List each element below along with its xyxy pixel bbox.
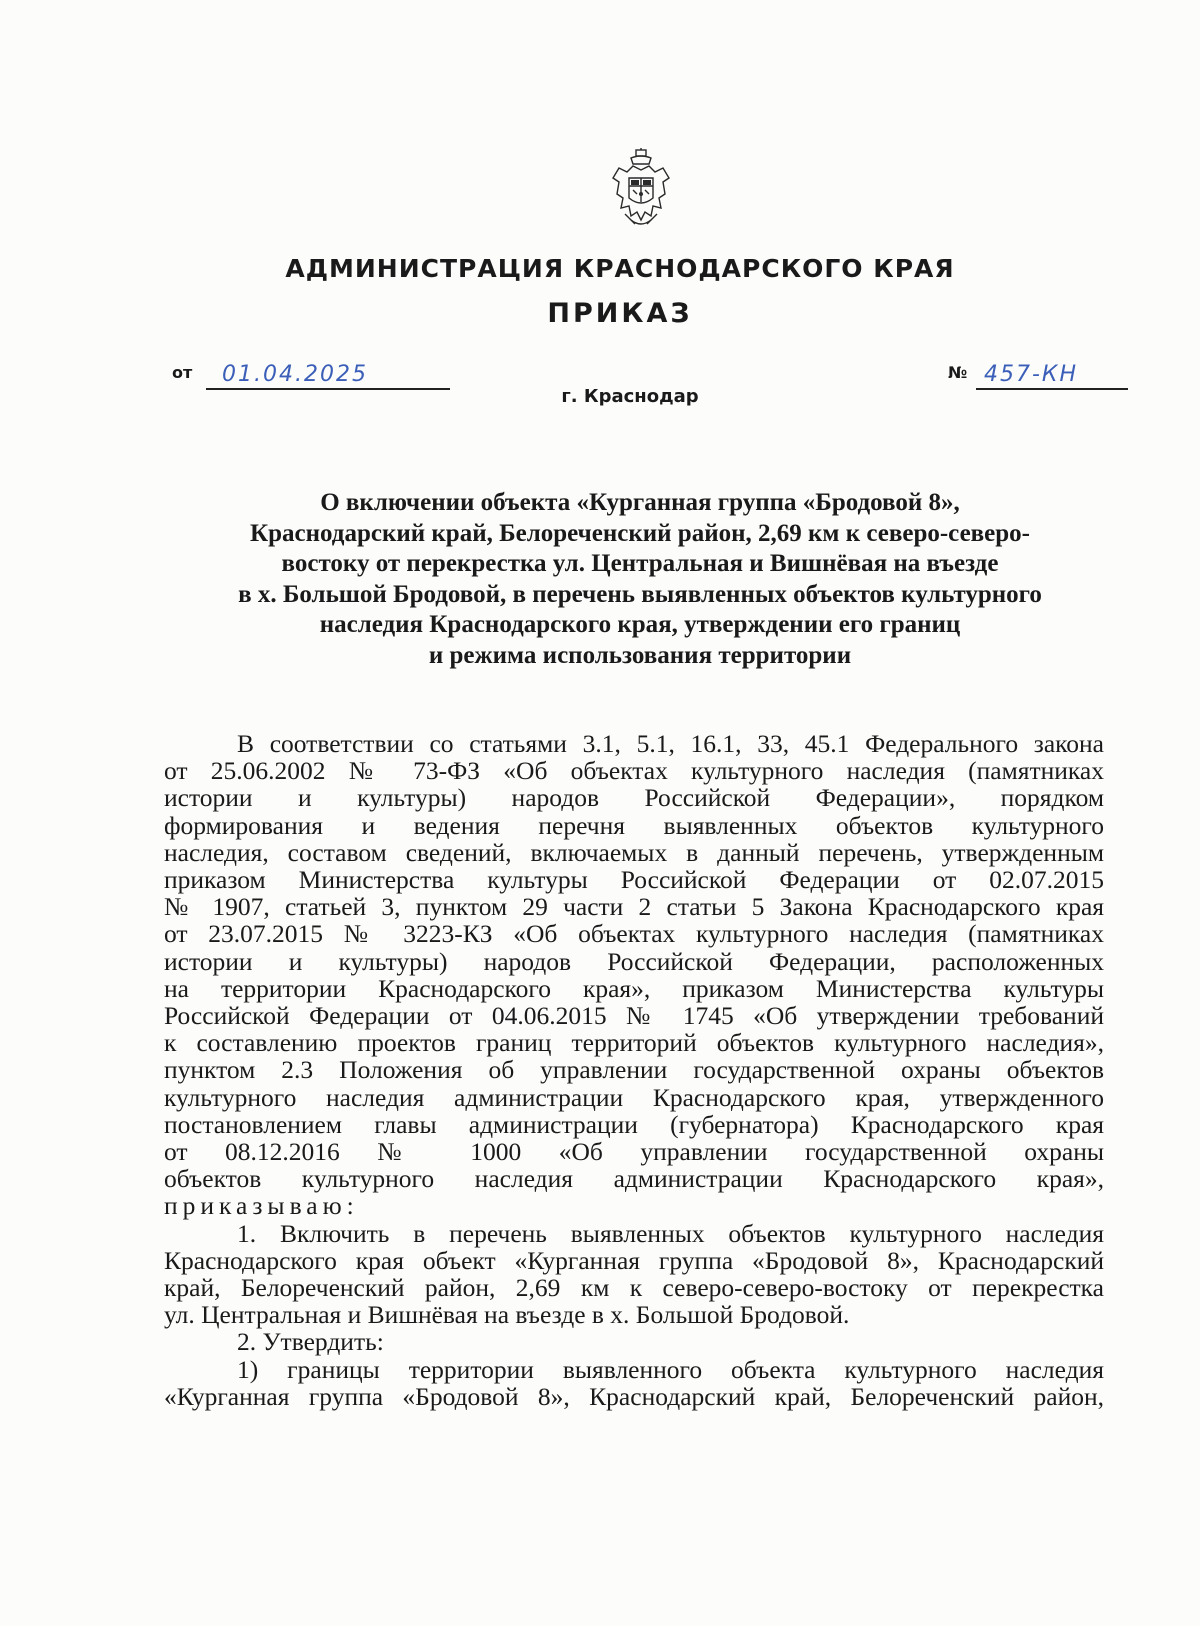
body-line: от 23.07.2015 № 3223-КЗ «Об объектах культурного наследия (памятниках — [164, 919, 1104, 949]
coat-of-arms-icon — [609, 148, 673, 230]
body-line: от 25.06.2002 № 73-ФЗ «Об объектах культурного наследия (памятниках — [164, 756, 1104, 786]
title-line: в х. Большой Бродовой, в перечень выявленных объектов культурного — [238, 580, 1042, 608]
body-line: наследия, составом сведений, включаемых в данный перечень, утвержденным — [164, 837, 1104, 867]
body-line: на территории Краснодарского края», приказом Министерства культуры — [164, 973, 1104, 1003]
body-line: № 1907, статьей 3, пунктом 29 части 2 статьи 5 Закона Краснодарского края — [164, 892, 1104, 922]
order-verb: приказываю: — [164, 1191, 359, 1221]
document-body — [164, 730, 1104, 1410]
body-line: 1. Включить в перечень выявленных объектов культурного наследия — [237, 1218, 1104, 1248]
paragraph-item-2 — [164, 1328, 1104, 1355]
body-line: постановлением главы администрации (губернатора) Краснодарского края — [164, 1109, 1104, 1139]
title-line: и режима использования территории — [428, 641, 852, 669]
document-type: ПРИКАЗ — [547, 298, 693, 329]
number-value: 457-КН — [984, 362, 1079, 387]
body-line: приказом Министерства культуры Российской Федерации от 02.07.2015 — [164, 865, 1104, 895]
body-line: Краснодарского края объект «Курганная группа «Бродовой 8», Краснодарский — [164, 1245, 1104, 1275]
paragraph-item-2-1 — [164, 1356, 1104, 1410]
body-line: 1) границы территории выявленного объекта культурного наследия — [237, 1354, 1104, 1384]
body-line: истории и культуры) народов Российской Федерации», порядком — [164, 783, 1104, 813]
body-line: культурного наследия администрации Краснодарского края, утвержденного — [164, 1082, 1104, 1112]
body-line: ул. Центральная и Вишнёвая на въезде в х. Большой Бродовой. — [164, 1300, 850, 1330]
title-line: О включении объекта «Курганная группа «Бродовой 8», — [320, 489, 960, 516]
body-line: «Курганная группа «Бродовой 8», Краснодарский край, Белореченский район, — [164, 1381, 1104, 1411]
paragraph-item-1 — [164, 1220, 1104, 1329]
city-name: г. Краснодар — [561, 386, 699, 407]
agency-name: АДМИНИСТРАЦИЯ КРАСНОДАРСКОГО КРАЯ — [285, 254, 955, 283]
body-line: объектов культурного наследия администрации Краснодарского края», — [164, 1164, 1104, 1194]
number-label: № — [948, 363, 968, 382]
title-line: востоку от перекрестка ул. Центральная и Вишнёвая на въезде — [281, 550, 999, 577]
body-line: Российской Федерации от 04.06.2015 № 1745 «Об утверждении требований — [164, 1001, 1104, 1031]
paragraph-order-verb — [164, 1192, 1104, 1219]
title-line: Краснодарский край, Белореченский район, 2,69 км к северо-северо- — [249, 519, 1031, 547]
date-label: от — [172, 363, 193, 382]
document-title — [160, 488, 1120, 671]
body-line: истории и культуры) народов Российской Федерации, расположенных — [164, 946, 1104, 976]
body-line: пунктом 2.3 Положения об управлении государственной охраны объектов — [164, 1055, 1104, 1085]
body-line: формирования и ведения перечня выявленных объектов культурного — [164, 810, 1104, 840]
body-line: к составлению проектов границ территорий объектов культурного наследия», — [164, 1028, 1104, 1058]
date-value: 01.04.2025 — [222, 362, 368, 387]
title-line: наследия Краснодарского края, утверждении его границ — [319, 611, 961, 638]
body-line: край, Белореченский район, 2,69 км к северо-северо-востоку от перекрестка — [164, 1273, 1104, 1303]
body-line: от 08.12.2016 № 1000 «Об управлении государственной охраны — [164, 1137, 1104, 1167]
body-line: 2. Утвердить: — [237, 1327, 384, 1357]
body-line: В соответствии со статьями 3.1, 5.1, 16.1, 33, 45.1 Федерального закона — [237, 729, 1104, 758]
paragraph-preamble — [164, 730, 1104, 1192]
